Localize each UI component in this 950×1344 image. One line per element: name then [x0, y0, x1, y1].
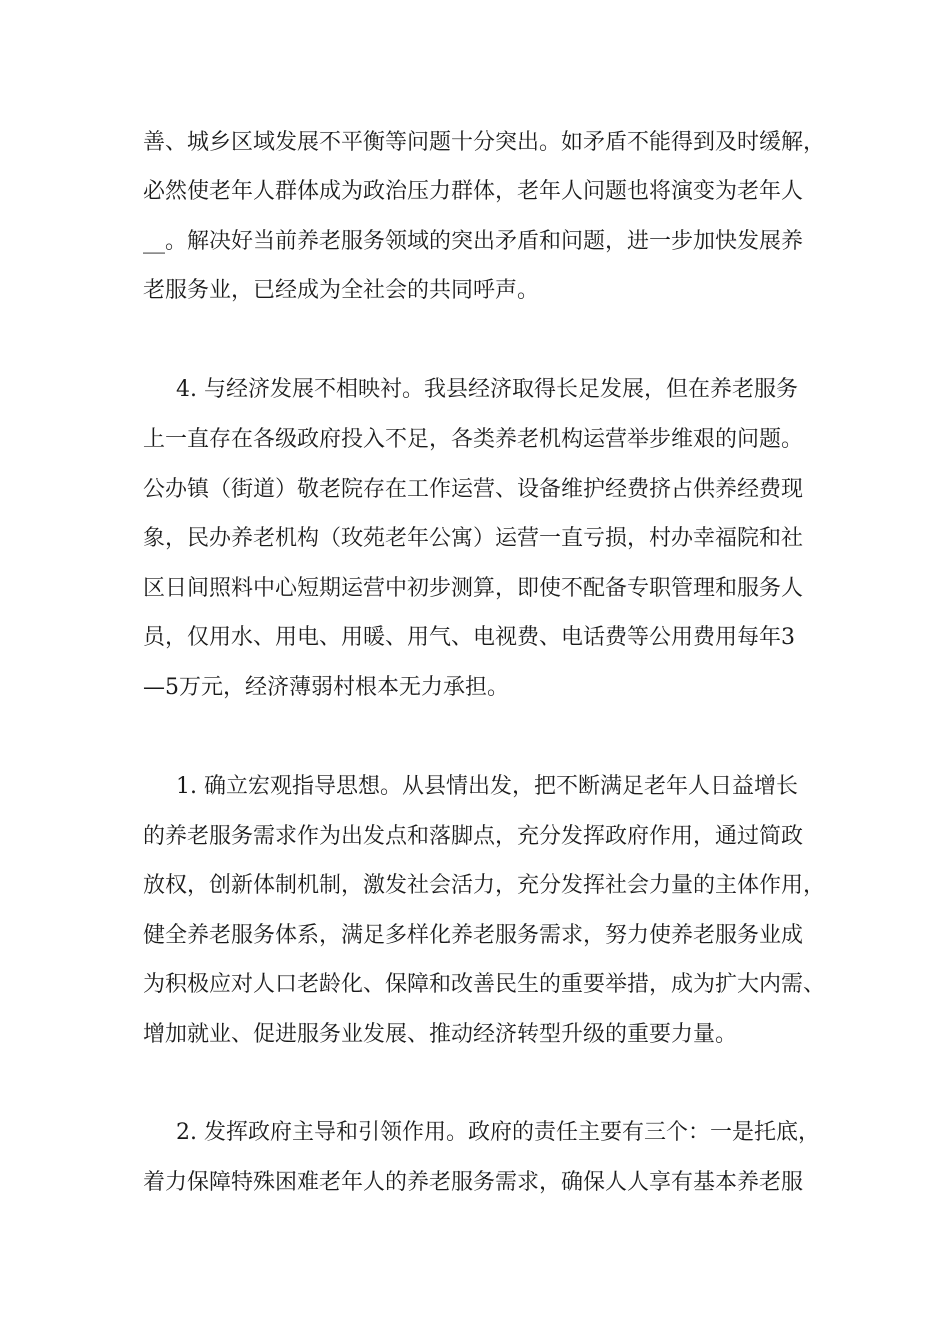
text-line: 公办镇（街道）敬老院存在工作运营、设备维护经费挤占供养经费现 [143, 477, 804, 502]
text-line: 上一直存在各级政府投入不足，各类养老机构运营举步维艰的问题。 [143, 427, 804, 452]
text-line: 善、城乡区域发展不平衡等问题十分突出。如矛盾不能得到及时缓解， [143, 130, 826, 155]
text-line: 4. 与经济发展不相映衬。我县经济取得长足发展，但在养老服务 [176, 377, 798, 402]
text-line: 象，民办养老机构（玫苑老年公寓）运营一直亏损，村办幸福院和社 [143, 526, 804, 551]
text-line: __。解决好当前养老服务领域的突出矛盾和问题，进一步加快发展养 [143, 229, 804, 254]
text-line: 放权，创新体制机制，激发社会活力，充分发挥社会力量的主体作用， [143, 873, 826, 898]
text-line: 区日间照料中心短期运营中初步测算，即使不配备专职管理和服务人 [143, 576, 804, 601]
text-line: 的养老服务需求作为出发点和落脚点，充分发挥政府作用，通过简政 [143, 824, 804, 849]
text-line: 增加就业、促进服务业发展、推动经济转型升级的重要力量。 [143, 1022, 738, 1047]
text-line: 1. 确立宏观指导思想。从县情出发，把不断满足老年人日益增长 [176, 774, 798, 799]
text-line: 为积极应对人口老龄化、保障和改善民生的重要举措，成为扩大内需、 [143, 972, 826, 997]
text-line: 着力保障特殊困难老年人的养老服务需求，确保人人享有基本养老服 [143, 1170, 804, 1195]
text-line: 员，仅用水、用电、用暖、用气、电视费、电话费等公用费用每年3 [143, 625, 795, 650]
text-line: 必然使老年人群体成为政治压力群体，老年人问题也将演变为老年人 [143, 179, 804, 204]
text-line: 健全养老服务体系，满足多样化养老服务需求，努力使养老服务业成 [143, 923, 804, 948]
text-line: 2. 发挥政府主导和引领作用。政府的责任主要有三个：一是托底， [176, 1120, 820, 1145]
text-line: —5万元，经济薄弱村根本无力承担。 [143, 675, 509, 700]
text-line: 老服务业，已经成为全社会的共同呼声。 [143, 278, 540, 303]
